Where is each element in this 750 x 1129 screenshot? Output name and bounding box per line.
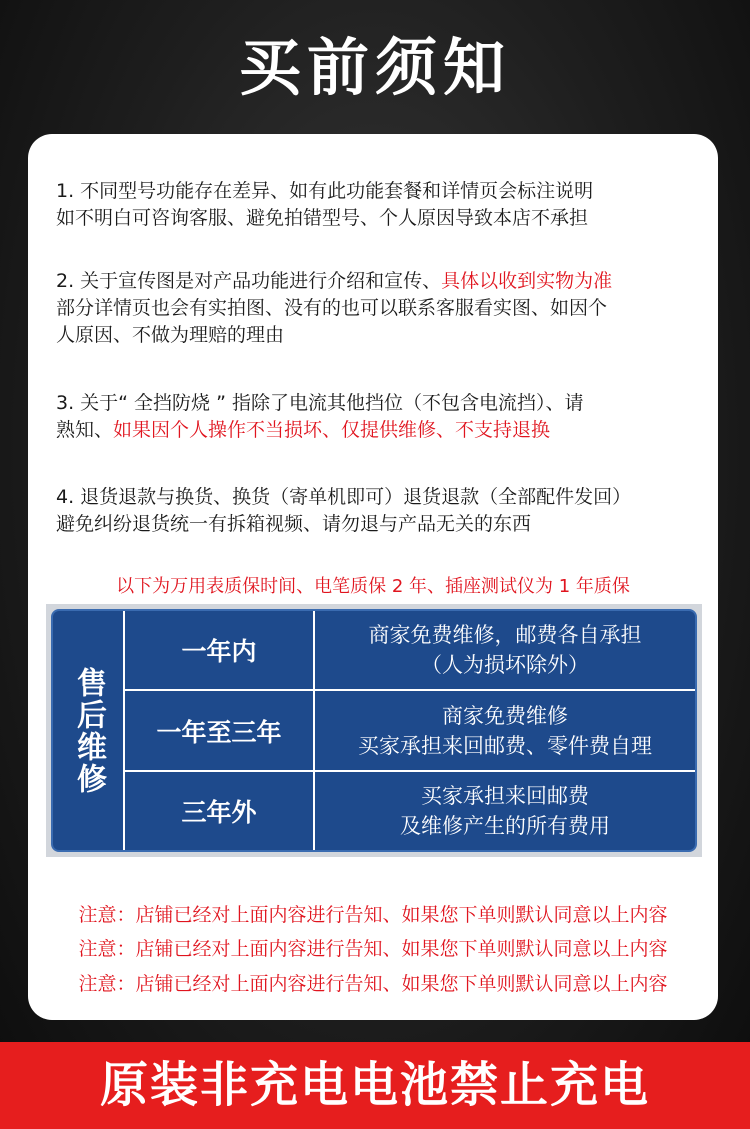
warranty-table-frame (46, 604, 702, 857)
notice-line (56, 511, 696, 538)
warranty-desc (315, 691, 695, 770)
footer-note: 注意：店铺已经对上面内容进行告知、如果您下单则默认同意以上内容 (78, 973, 668, 995)
warranty-desc-line: 商家免费维修 (442, 703, 568, 728)
notice-1 (56, 178, 696, 232)
notice-line (56, 484, 696, 511)
warranty-period: 三年外 (125, 772, 315, 850)
warranty-desc-line: 买家承担来回邮费、零件费自理 (358, 733, 652, 758)
warranty-table (51, 609, 697, 852)
warranty-desc-line: （人为损坏除外） (421, 653, 589, 677)
notice-text: 人原因、不做为理赔的理由 (56, 324, 285, 346)
warranty-side-label (53, 611, 125, 850)
warranty-desc-line: 及维修产生的所有费用 (400, 814, 610, 838)
footer-note: 注意：店铺已经对上面内容进行告知、如果您下单则默认同意以上内容 (78, 904, 668, 926)
page-title: 买前须知 (238, 31, 511, 104)
notice-text: 1. 不同型号功能存在差异、如有此功能套餐和详情页会标注说明 (56, 180, 594, 202)
notice-line (56, 295, 696, 322)
footer-note: 注意：店铺已经对上面内容进行告知、如果您下单则默认同意以上内容 (78, 938, 668, 960)
notice-text: 避免纠纷退货统一有拆箱视频、请勿退与产品无关的东西 (56, 513, 532, 535)
notice-highlight: 如果因个人操作不当损坏、仅提供维修、不支持退换 (113, 419, 551, 441)
warranty-desc (315, 611, 695, 689)
warranty-desc-line: 商家免费维修，邮费各自承担 (368, 623, 642, 647)
warranty-row (125, 611, 695, 691)
notice-line (56, 178, 696, 205)
notice-text: 部分详情页也会有实拍图、没有的也可以联系客服看实图、如因个 (56, 297, 608, 319)
notice-highlight: 具体以收到实物为准 (441, 270, 613, 292)
notice-text: 3. 关于“ 全挡防烧 ” 指除了电流其他挡位（不包含电流挡）、请 (56, 392, 584, 414)
bottom-warning-banner: 原装非充电电池禁止充电 (0, 1042, 750, 1129)
notice-2 (56, 268, 696, 349)
notice-line (56, 268, 696, 295)
notice-line (56, 390, 696, 417)
notice-line (56, 205, 696, 232)
warranty-desc (315, 772, 695, 850)
notice-line (56, 322, 696, 349)
notice-text: 4. 退货退款与换货、换货（寄单机即可）退货退款（全部配件发回） (56, 486, 632, 508)
notice-3 (56, 390, 696, 444)
warranty-note: 以下为万用表质保时间、电笔质保 2 年、插座测试仪为 1 年质保 (116, 576, 630, 597)
warranty-period: 一年至三年 (125, 691, 315, 770)
notice-text: 2. 关于宣传图是对产品功能进行介绍和宣传、 (56, 270, 442, 292)
warranty-row (125, 691, 695, 772)
warranty-row (125, 772, 695, 850)
notice-text: 熟知、 (56, 419, 114, 441)
warranty-period: 一年内 (125, 611, 315, 689)
notice-card (28, 134, 718, 1020)
notice-text: 如不明白可咨询客服、避免拍错型号、个人原因导致本店不承担 (56, 207, 589, 229)
notice-line (56, 417, 696, 444)
warranty-desc-line: 买家承担来回邮费 (421, 784, 589, 808)
notice-4 (56, 484, 696, 538)
side-label-text: 售后维修 (71, 666, 106, 795)
